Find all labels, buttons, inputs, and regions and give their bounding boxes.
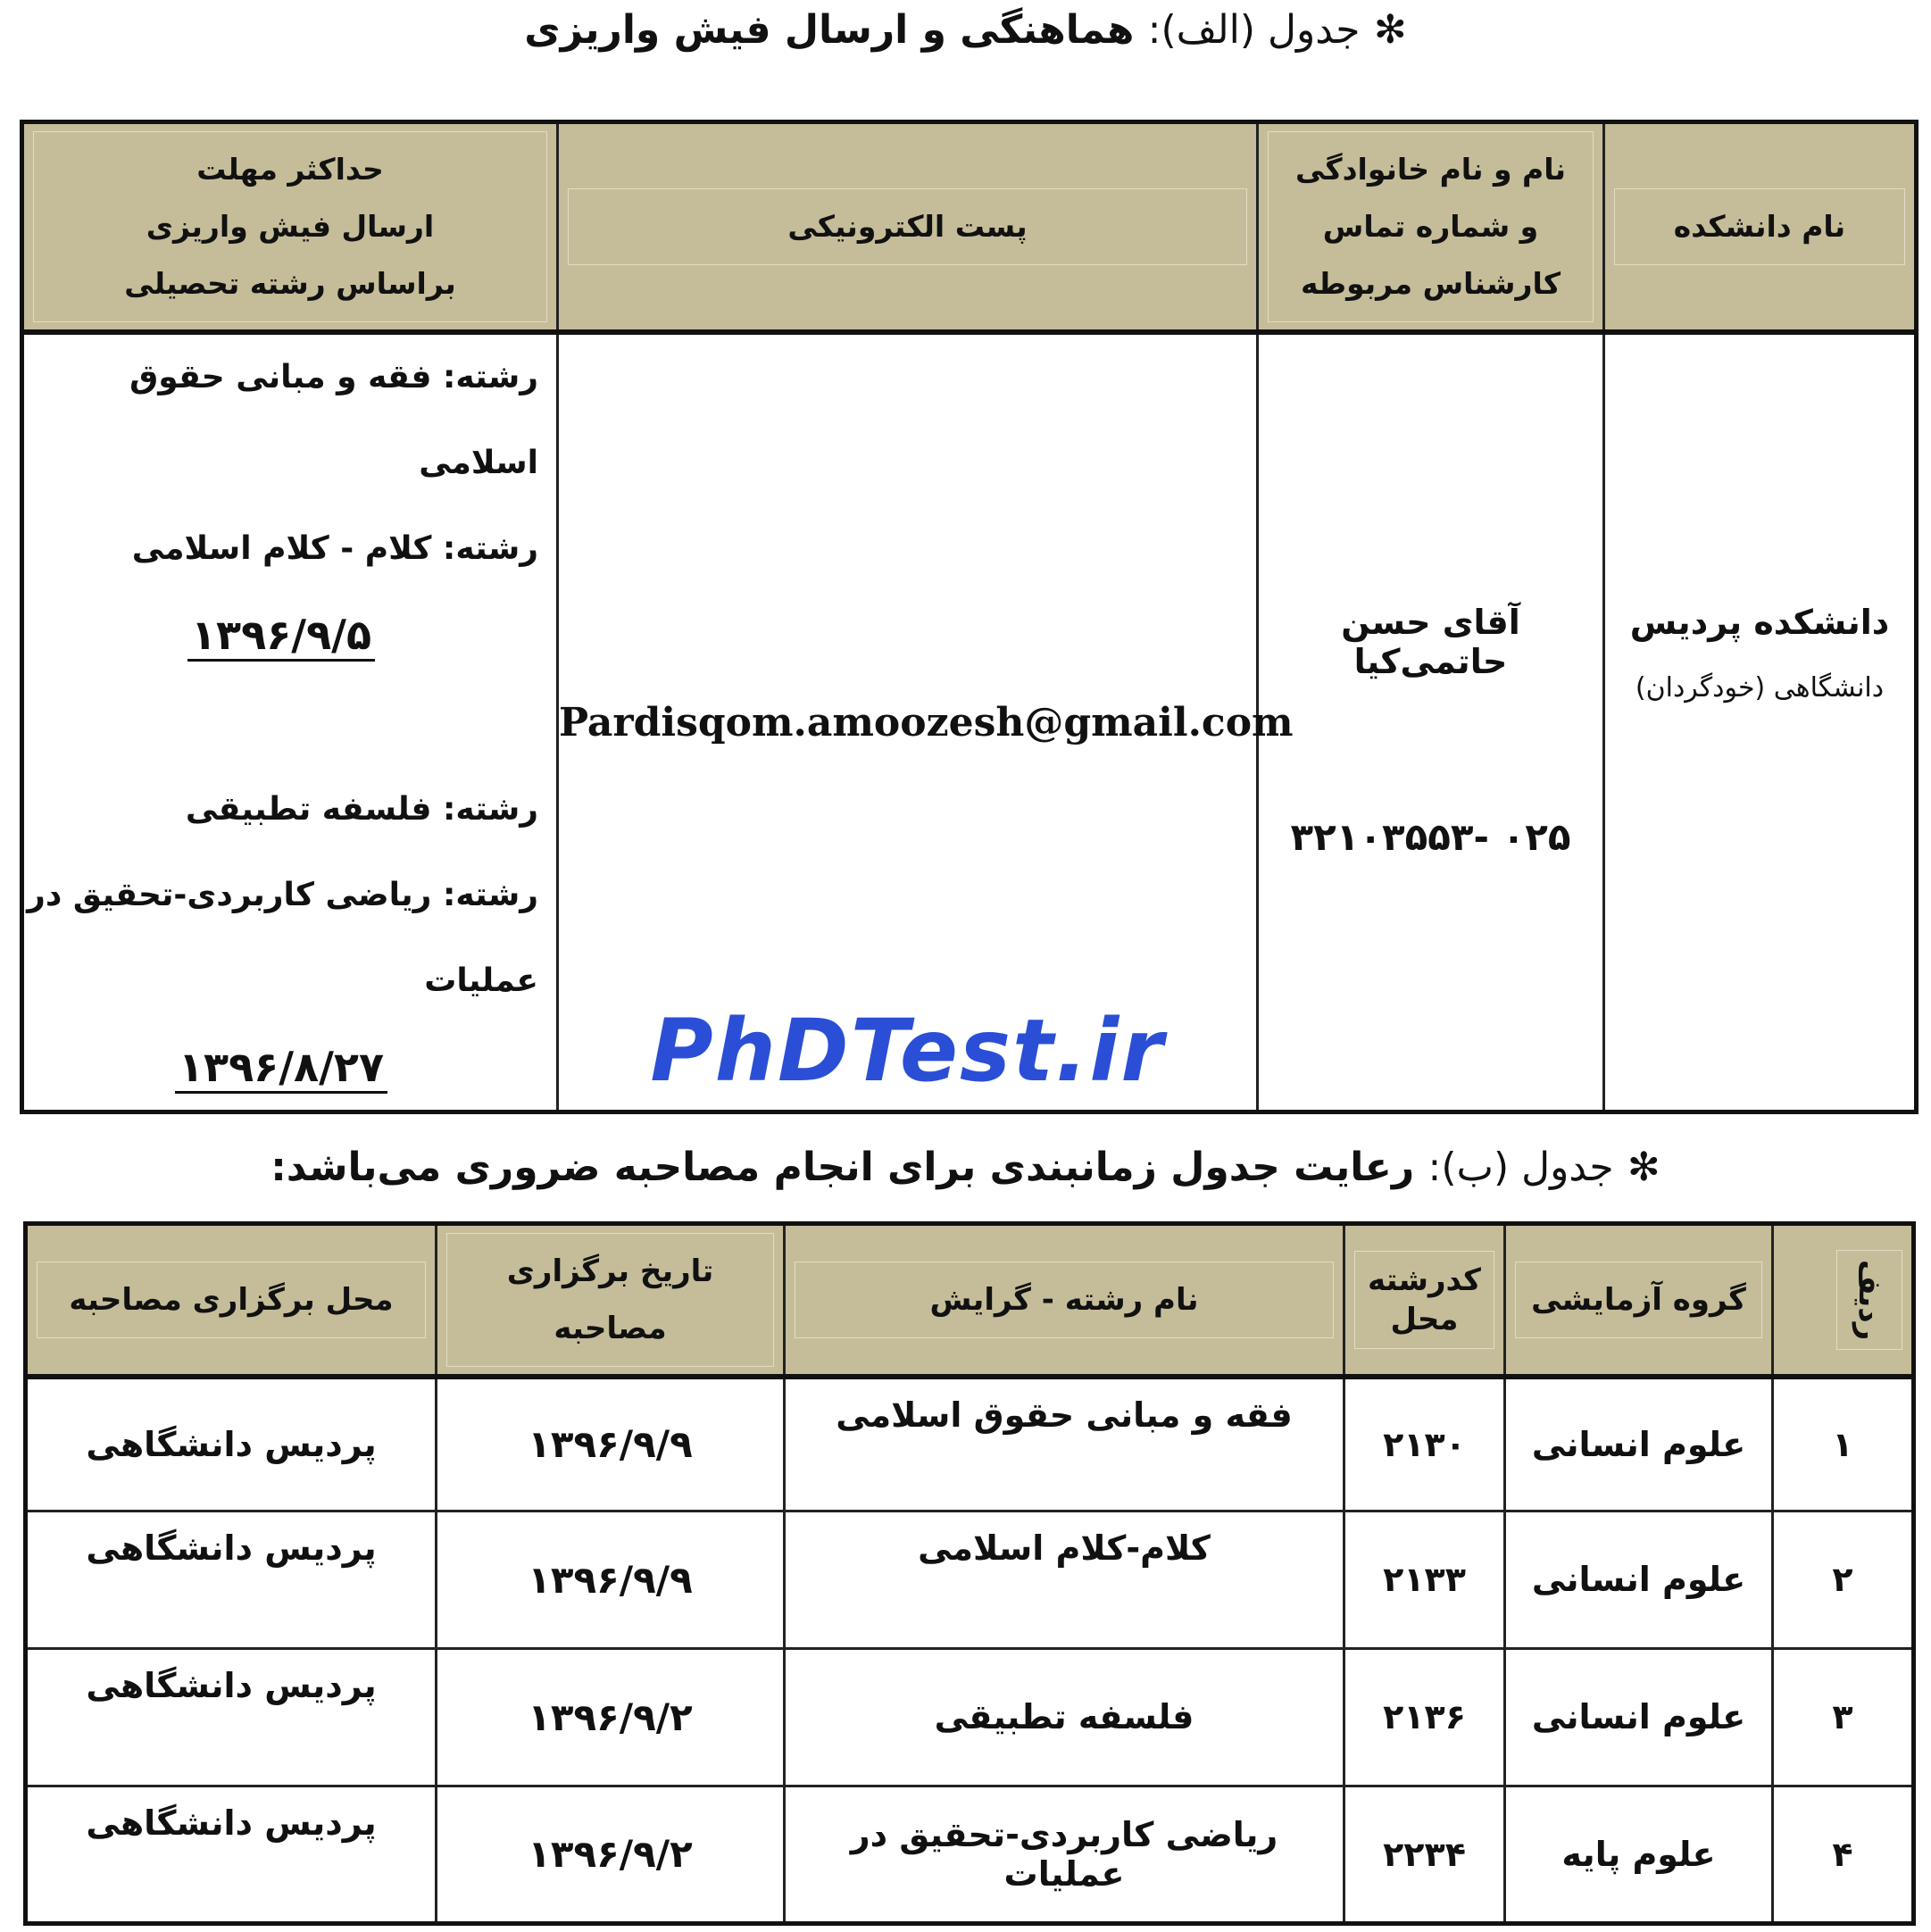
- row-date: ۱۳۹۶/۹/۲: [437, 1648, 785, 1786]
- row-place: پردیس دانشگاهی: [26, 1377, 437, 1511]
- deadline-cell: [22, 332, 558, 1112]
- table-a-header-row: [22, 122, 1917, 333]
- row-group: علوم انسانی: [1505, 1377, 1773, 1511]
- table-row: [26, 1786, 1914, 1923]
- row-number: ۱: [1773, 1377, 1914, 1511]
- row-field: فلسفه تطبیقی: [785, 1648, 1344, 1786]
- table-a-data-row: [22, 332, 1917, 1112]
- table-a-title-prefix: جدول (الف):: [1147, 7, 1361, 53]
- row-code: ۲۲۳۴: [1344, 1786, 1505, 1923]
- deadline-date-1: ۱۳۹۶/۹/۵: [24, 592, 538, 678]
- row-date: ۱۳۹۶/۹/۹: [437, 1377, 785, 1511]
- row-group: علوم انسانی: [1505, 1511, 1773, 1648]
- contact-cell: [1258, 332, 1604, 1112]
- header-place: محل برگزاری مصاحبه: [26, 1224, 437, 1378]
- row-field: کلام-کلام اسلامی: [785, 1511, 1344, 1648]
- deadline-line-3: رشته: فلسفه تطبیقی: [185, 791, 538, 828]
- deadline-line-1: رشته: فقه و مبانی حقوق اسلامی: [129, 359, 538, 481]
- row-field: فقه و مبانی حقوق اسلامی: [785, 1377, 1344, 1511]
- row-date: ۱۳۹۶/۹/۹: [437, 1511, 785, 1648]
- table-a-title: ✻ جدول (الف): هماهنگی و ارسال فیش واریزی: [524, 7, 1407, 53]
- row-place: پردیس دانشگاهی: [26, 1648, 437, 1786]
- row-code: ۲۱۳۶: [1344, 1648, 1505, 1786]
- header-contact: نام و نام خانوادگی و شماره تماس کارشناس مربوطه: [1258, 122, 1604, 333]
- row-number: ۳: [1773, 1648, 1914, 1786]
- table-b-header-row: [26, 1224, 1914, 1378]
- email-cell: [558, 332, 1294, 1112]
- faculty-cell: [1604, 332, 1917, 1112]
- row-code: ۲۱۳۰: [1344, 1377, 1505, 1511]
- header-group: گروه آزمایشی: [1505, 1224, 1773, 1378]
- deadline-line-5: عملیات: [424, 962, 538, 999]
- row-place: پردیس دانشگاهی: [26, 1511, 437, 1648]
- header-email: پست الکترونیکی: [558, 122, 1258, 333]
- row-number: ۴: [1773, 1786, 1914, 1923]
- faculty-subtitle: دانشگاهی (خودگردان): [1635, 672, 1885, 704]
- row-group: علوم پایه: [1505, 1786, 1773, 1923]
- header-faculty: نام دانشکده: [1604, 122, 1917, 333]
- header-date: تاریخ برگزاری مصاحبه: [437, 1224, 785, 1378]
- row-place: پردیس دانشگاهی: [26, 1786, 437, 1923]
- row-number: ۲: [1773, 1511, 1914, 1648]
- coordination-table: [20, 120, 1919, 1114]
- table-row: [26, 1377, 1914, 1511]
- table-b-title: ✻ جدول (ب): رعایت جدول زمانبندی برای انجام مصاحبه ضروری می‌باشد:: [271, 1145, 1660, 1190]
- deadline-line-4: رشته: ریاضی کاربردی-تحقیق در: [27, 877, 538, 913]
- table-a-title-main: هماهنگی و ارسال فیش واریزی: [524, 7, 1135, 53]
- faculty-name: دانشکده پردیس: [1629, 603, 1890, 642]
- table-row: [26, 1511, 1914, 1648]
- header-deadline: حداکثر مهلت ارسال فیش واریزی براساس رشته تحصیلی: [22, 122, 558, 333]
- interview-schedule-table: [23, 1221, 1916, 1926]
- table-row: [26, 1648, 1914, 1786]
- deadline-line-2: رشته: کلام - کلام اسلامی: [131, 530, 538, 567]
- row-field: ریاضی کاربردی-تحقیق در عملیات: [785, 1786, 1344, 1923]
- contact-name: آقای حسن حاتمی‌کیا: [1341, 603, 1520, 681]
- deadline-date-2: ۱۳۹۶/۸/۲۷: [24, 1024, 538, 1110]
- watermark-logo: PhDTest.ir: [650, 1001, 1165, 1101]
- table-b-title-main: رعایت جدول زمانبندی برای انجام مصاحبه ضروری می‌باشد:: [271, 1145, 1415, 1190]
- header-field: نام رشته - گرایش: [785, 1224, 1344, 1378]
- email-link[interactable]: Pardisqom.amoozesh@gmail.com: [559, 699, 1294, 745]
- row-group: علوم انسانی: [1505, 1648, 1773, 1786]
- header-row-number: ردیف: [1773, 1224, 1914, 1378]
- table-b-title-prefix: جدول (ب):: [1427, 1145, 1614, 1190]
- header-code: کدرشته محل: [1344, 1224, 1505, 1378]
- contact-phone: ۰۲۵ -۳۲۱۰۳۵۵۳: [1290, 815, 1571, 859]
- row-date: ۱۳۹۶/۹/۲: [437, 1786, 785, 1923]
- row-code: ۲۱۳۳: [1344, 1511, 1505, 1648]
